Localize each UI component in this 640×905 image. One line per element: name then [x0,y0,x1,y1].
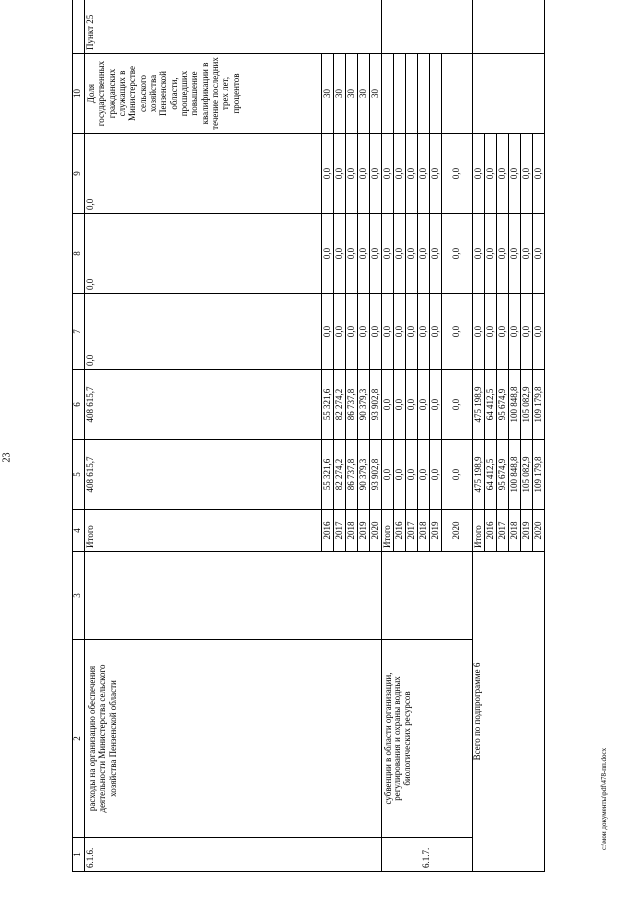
value-cell: 0,0 [521,214,533,294]
total-label: Итого [382,510,394,552]
col-header: 3 [73,552,85,640]
value-cell: 0,0 [473,294,485,370]
value-cell: 0,0 [442,440,473,510]
value-cell: 0,0 [394,214,406,294]
total-label: Итого [85,510,322,552]
value-cell: 0,0 [533,214,545,294]
value-cell: 0,0 [442,294,473,370]
value-cell: 93 902,8 [370,370,382,440]
header-row [73,0,85,872]
value-cell: 0,0 [334,214,346,294]
subprogram-total-label: Всего по подпрограмме 6 [473,552,545,872]
value-cell: 0,0 [430,134,442,214]
value-cell: 0,0 [418,214,430,294]
value-cell: 0,0 [322,134,334,214]
empty-cell [382,54,394,134]
value-cell: 0,0 [485,294,497,370]
year-cell: 2019 [521,510,533,552]
year-cell: 2017 [406,510,418,552]
value-cell: 0,0 [358,134,370,214]
value-cell: 475 198,9 [473,440,485,510]
value-cell: 0,0 [430,440,442,510]
year-cell: 2016 [322,510,334,552]
col-header: 1 [73,838,85,872]
row-name: расходы на организацию обеспечения деятельности Министерства сельского хозяйства Пензенской области [85,640,382,838]
year-cell: 2018 [509,510,521,552]
indicator-value: 30 [370,54,382,134]
value-cell: 90 379,3 [358,440,370,510]
value-cell: 64 412,5 [485,370,497,440]
value-cell: 0,0 [85,214,322,294]
row-name: субвенции в области организации, регулирования и охраны водных биологических ресурсов [382,640,473,838]
row-code: 6.1.7. [382,838,473,872]
empty-cell [382,552,473,640]
year-cell: 2017 [334,510,346,552]
col-header: 2 [73,640,85,838]
year-cell: 2020 [370,510,382,552]
indicator-value: 30 [322,54,334,134]
value-cell: 0,0 [382,294,394,370]
value-cell: 55 321,6 [322,440,334,510]
col-header: 8 [73,214,85,294]
value-cell: 0,0 [509,134,521,214]
indicator-value: 30 [358,54,370,134]
value-cell: 0,0 [473,214,485,294]
value-cell: 0,0 [521,134,533,214]
page-number: 23 [1,452,13,463]
empty-cell [418,54,430,134]
value-cell: 82 274,2 [334,440,346,510]
value-cell: 0,0 [533,294,545,370]
value-cell: 64 412,5 [485,440,497,510]
value-cell: 0,0 [497,214,509,294]
value-cell: 0,0 [533,134,545,214]
empty-cell [394,54,406,134]
value-cell: 0,0 [85,134,322,214]
value-cell: 0,0 [346,134,358,214]
value-cell: 0,0 [382,134,394,214]
value-cell: 0,0 [497,134,509,214]
value-cell: 100 848,8 [509,440,521,510]
reference-cell: Пункт 25 [85,0,382,54]
value-cell: 475 198,9 [473,370,485,440]
value-cell: 0,0 [473,134,485,214]
col-header: 4 [73,510,85,552]
rotated-table-container [72,14,600,872]
year-cell: 2019 [358,510,370,552]
value-cell: 0,0 [418,440,430,510]
value-cell: 86 737,8 [346,370,358,440]
value-cell: 0,0 [430,294,442,370]
value-cell: 109 179,8 [533,370,545,440]
value-cell: 90 379,3 [358,370,370,440]
value-cell: 82 274,2 [334,370,346,440]
value-cell: 0,0 [370,214,382,294]
value-cell: 0,0 [382,370,394,440]
empty-cell [406,54,418,134]
value-cell: 0,0 [85,294,322,370]
value-cell: 0,0 [322,294,334,370]
indicator-value: 30 [334,54,346,134]
year-cell: 2018 [418,510,430,552]
col-header: 10 [73,54,85,134]
empty-cell [473,54,545,134]
value-cell: 0,0 [430,370,442,440]
col-header: 7 [73,294,85,370]
indicator-value: 30 [346,54,358,134]
table-row [473,0,485,872]
value-cell: 0,0 [322,214,334,294]
value-cell: 0,0 [497,294,509,370]
value-cell: 109 179,8 [533,440,545,510]
value-cell: 93 902,8 [370,440,382,510]
value-cell: 0,0 [418,134,430,214]
value-cell: 0,0 [442,370,473,440]
value-cell: 0,0 [370,134,382,214]
value-cell: 100 848,8 [509,370,521,440]
value-cell: 0,0 [358,294,370,370]
value-cell: 0,0 [485,214,497,294]
value-cell: 0,0 [334,134,346,214]
value-cell: 0,0 [406,440,418,510]
table-row [382,0,394,872]
value-cell: 0,0 [521,294,533,370]
value-cell: 0,0 [442,134,473,214]
year-cell: 2020 [442,510,473,552]
value-cell: 0,0 [485,134,497,214]
program-table [72,0,545,872]
indicator-name: Доля государственных гражданских служащих в Министерстве сельского хозяйства Пензенской области, прошедших повышение квалификации в течение последних трех лет, процентов [85,54,322,134]
value-cell: 0,0 [509,294,521,370]
value-cell: 408 615,7 [85,440,322,510]
value-cell: 0,0 [406,294,418,370]
table-row [85,0,322,872]
value-cell: 0,0 [358,214,370,294]
value-cell: 95 674,9 [497,370,509,440]
value-cell: 0,0 [430,214,442,294]
value-cell: 105 082,9 [521,370,533,440]
empty-cell [473,0,545,54]
value-cell: 0,0 [382,440,394,510]
value-cell: 0,0 [406,134,418,214]
value-cell: 0,0 [370,294,382,370]
value-cell: 0,0 [418,370,430,440]
col-header [73,0,85,54]
year-cell: 2017 [497,510,509,552]
value-cell: 0,0 [346,294,358,370]
value-cell: 105 082,9 [521,440,533,510]
empty-cell [85,552,382,640]
col-header: 9 [73,134,85,214]
value-cell: 0,0 [406,370,418,440]
value-cell: 0,0 [394,370,406,440]
value-cell: 0,0 [418,294,430,370]
year-cell: 2018 [346,510,358,552]
value-cell: 55 321,6 [322,370,334,440]
value-cell: 0,0 [334,294,346,370]
value-cell: 0,0 [382,214,394,294]
value-cell: 408 615,7 [85,370,322,440]
value-cell: 86 737,8 [346,440,358,510]
value-cell: 0,0 [509,214,521,294]
col-header: 5 [73,440,85,510]
row-code: 6.1.6. [85,838,382,872]
value-cell: 95 674,9 [497,440,509,510]
empty-cell [382,0,473,54]
empty-cell [430,54,442,134]
year-cell: 2016 [394,510,406,552]
value-cell: 0,0 [442,214,473,294]
value-cell: 0,0 [346,214,358,294]
value-cell: 0,0 [394,294,406,370]
value-cell: 0,0 [406,214,418,294]
footer-file-path: c:\мои документы\pdf\478-пп.docx [600,747,608,850]
year-cell: 2019 [430,510,442,552]
empty-cell [442,54,473,134]
total-label: Итого [473,510,485,552]
year-cell: 2020 [533,510,545,552]
value-cell: 0,0 [394,440,406,510]
year-cell: 2016 [485,510,497,552]
value-cell: 0,0 [394,134,406,214]
col-header: 6 [73,370,85,440]
